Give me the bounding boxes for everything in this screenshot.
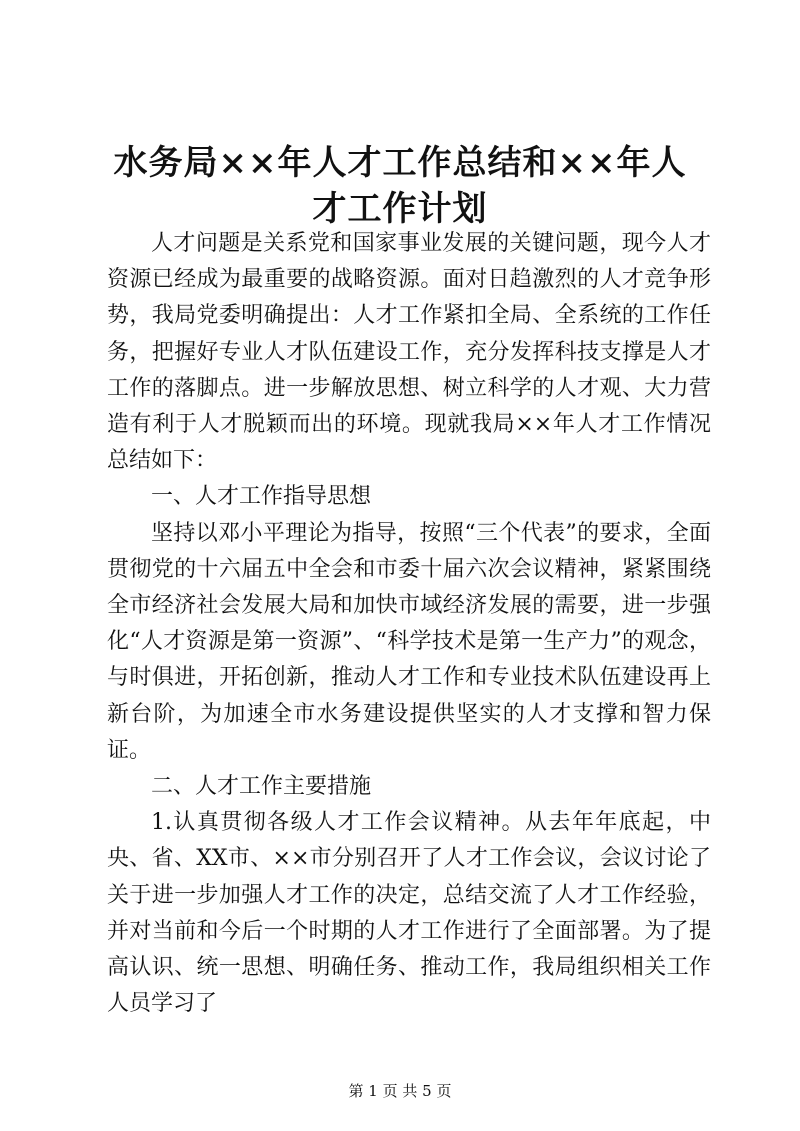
- page-footer: 第 1 页 共 5 页: [348, 1082, 452, 1100]
- document-body: [107, 226, 711, 1022]
- document-title: 水务局××年人才工作总结和××年人才工作计划: [113, 143, 687, 229]
- section-heading-2: 二、人才工作主要措施: [151, 774, 372, 800]
- intro-paragraph: 人才问题是关系党和国家事业发展的关键问题，现今人才资源已经成为最重要的战略资源。面对日趋激烈的人才竞争形势，我局党委明确提出：人才工作紧扣全局、全系统的工作任务，把握好专业人才队伍建设工作，充分发挥科技支撑是人才工作的落脚点。进一步解放思想、树立科学的人才观、大力营造有利于人才脱颖而出的环境。现就我局××年人才工作情况总结如下：: [107, 231, 711, 474]
- section-1-paragraph: 坚持以邓小平理论为指导，按照“三个代表”的要求，全面贯彻党的十六届五中全会和市委十届六次会议精神，紧紧围绕全市经济社会发展大局和加快市域经济发展的需要，进一步强化“人才资源是第一资源”、“科学技术是第一生产力”的观念，与时俱进，开拓创新，推动人才工作和专业技术队伍建设再上新台阶，为加速全市水务建设提供坚实的人才支撑和智力保证。: [107, 520, 711, 763]
- section-2-item-1-paragraph: 1.认真贯彻各级人才工作会议精神。从去年年底起，中央、省、XX市、××市分别召开了人才工作会议，会议讨论了关于进一步加强人才工作的决定，总结交流了人才工作经验，并对当前和今后一个时期的人才工作进行了全面部署。为了提高认识、统一思想、明确任务、推动工作，我局组织相关工作人员学习了: [107, 810, 711, 1017]
- section-heading-1: 一、人才工作指导思想: [151, 484, 372, 510]
